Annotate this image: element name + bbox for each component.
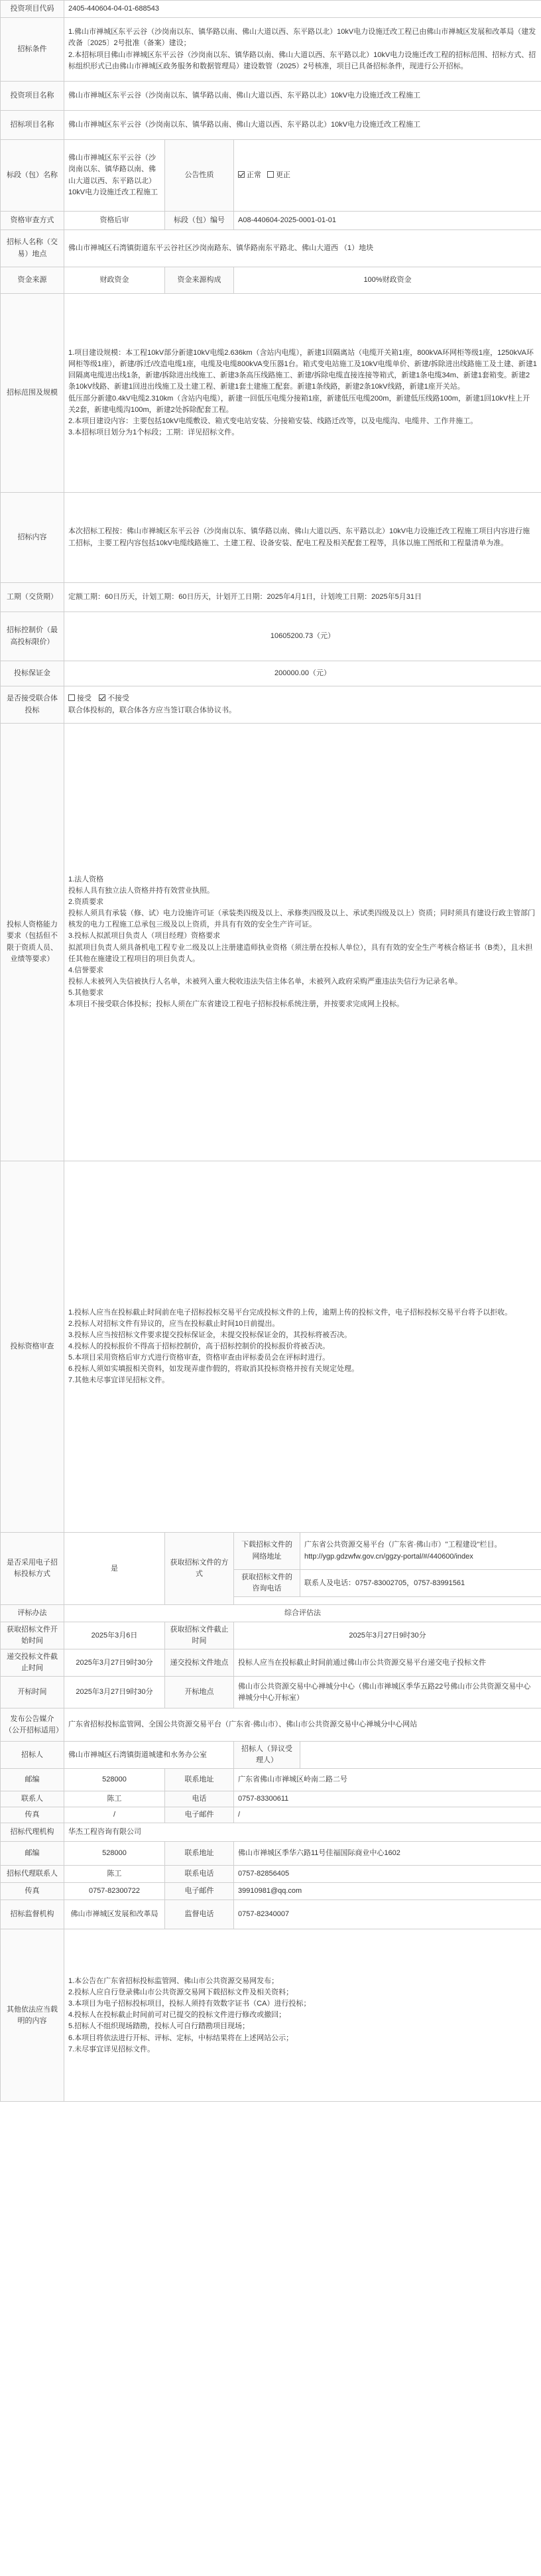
assessment-label: 投标资格审查 [1,1161,64,1533]
funding-ratio-label: 资金来源构成 [165,267,234,294]
project-code-value: 2405-440604-04-01-688543 [64,1,541,18]
agent-label: 招标代理机构 [1,1823,64,1842]
agent-contact-label: 招标代理联系人 [1,1866,64,1883]
checkbox-checked-icon [99,694,105,701]
scope-label: 招标范围及规模 [1,294,64,493]
owner-label: 招标人名称（交易）地点 [1,230,64,267]
open-time-value: 2025年3月27日9时30分 [64,1677,165,1708]
qualification-value: 资格后审 [64,212,165,230]
checkbox-normal [238,171,261,179]
tenderer-zip-value: 528000 [64,1769,165,1791]
bid-bond-label: 投标保证金 [1,661,64,686]
tenderer-address-value: 广东省佛山市禅城区岭南二路二号 [234,1769,541,1791]
consortium-note: 联合体投标的，联合体各方应当签订联合体协议书。 [68,706,236,714]
agent-zip-value: 528000 [64,1842,165,1866]
tenderer-address-label: 联系地址 [165,1769,234,1791]
media-value: 广东省招标投标监管网、全国公共资源交易平台（广东省·佛山市）、佛山市公共资源交易中心禅城分中心网站 [64,1708,541,1742]
get-start-label: 获取招标文件开始时间 [1,1622,64,1649]
row-supervisor [1,1900,541,1929]
other-label: 其他依法应当载明的内容 [1,1929,64,2102]
project-code-label: 投资项目代码 [1,1,64,18]
requirements-value: 1.法人资格 投标人具有独立法人资格并持有效营业执照。 2.资质要求 投标人须具有承装（修、试）电力设施许可证（承装类四级及以上、承修类四级及以上、承试类四级及以上）资质；同时须具有建设行政主管部门核发的电力工程施工总承包三级及以上资质，并具有有效的安全生产许可证。 3.投标人拟派项目负责人（项目经理）资格要求 拟派项目负责人须具备机电工程专业二级及以上注册建造师执业资格（须注册在投标人单位），具有有效的安全生产考核合格证书（B类），且未担任其他在施建设工程项目的项目负责人。 4.信誉要求 投标人未被列入失信被执行人名单，未被列入重大税收违法失信主体名单，未被列入政府采购严重违法失信行为记录名单。 5.其他要求 本项目不接受联合体投标；投标人须在广东省建设工程电子招标投标系统注册，并按要求完成网上投标。 [64,724,541,1161]
project-name-value: 佛山市禅城区东平云谷（沙岗南以东、镇华路以南、佛山大道以西、东平路以北）10kV电力设施迁改工程施工 [64,82,541,111]
checkbox-correction [267,171,290,179]
open-time-label: 开标时间 [1,1677,64,1708]
row-period [1,583,541,612]
section-label: 标段（包）名称 [1,140,64,212]
supervisor-label: 招标监督机构 [1,1900,64,1929]
tenderer-contact-label: 联系人 [1,1791,64,1807]
funding-value: 财政资金 [64,267,165,294]
download-url-label: 下载招标文件的网络地址 [234,1533,300,1570]
assessment-value: 1.投标人应当在投标截止时间前在电子招标投标交易平台完成投标文件的上传，逾期上传的投标文件，电子招标投标交易平台将予以拒收。 2.投标人对招标文件有异议的，应当在投标截止时间10日前提出。 3.投标人应当按招标文件要求提交投标保证金，未提交投标保证金的，其投标将被否决。 4.投标人的投标报价不得高于招标控制价，高于招标控制价的投标报价将被否决。 5.本项目采用资格后审方式进行资格审查，资格审查由评标委员会在评标时进行。 6.投标人须如实填报相关资料，如发现弄虚作假的，将取消其投标资格并按有关规定处理。 7.其他未尽事宜详见招标文件。 [64,1161,541,1533]
get-method-label: 获取招标文件的方式 [165,1533,234,1605]
tenderer-label: 招标人 [1,1742,64,1769]
row-section [1,140,541,212]
open-place-label: 开标地点 [165,1677,234,1708]
agent-phone-value: 0757-82856405 [234,1866,541,1883]
tender-name-value: 佛山市禅城区东平云谷（沙岗南以东、镇华路以南、佛山大道以西、东平路以北）10kV电力设施迁改工程施工 [64,111,541,140]
tenderer-fax-label: 传真 [1,1807,64,1823]
tenderer-phone-value: 0757-83300611 [234,1791,541,1807]
public-nature-label: 公告性质 [165,140,234,212]
get-end-label: 获取招标文件截止时间 [165,1622,234,1649]
tenderer-email-value: / [234,1807,541,1823]
row-max-price [1,612,541,661]
agent-value: 华杰工程咨询有限公司 [64,1823,541,1842]
requirements-label: 投标人资格能力要求（包括但不限于资质人员、业绩等要求） [1,724,64,1161]
checkbox-checked-icon [238,171,245,178]
row-project-name [1,82,541,111]
row-agency-unit [1,1742,541,1769]
open-place-value: 佛山市公共资源交易中心禅城分中心（佛山市禅城区季华五路22号佛山市公共资源交易中心禅城分中心开标室） [234,1677,541,1708]
agent-zip-label: 邮编 [1,1842,64,1866]
option-normal-label: 正常 [247,170,261,179]
row-agency-zip [1,1769,541,1791]
checkbox-empty-icon [267,171,274,178]
tenderer-contact-value: 陈工 [64,1791,165,1807]
row-scope [1,294,541,493]
agent-address-label: 联系地址 [165,1842,234,1866]
objection-receiver-value [300,1742,541,1769]
eval-method-label: 评标办法 [1,1605,64,1622]
row-agent-person [1,1866,541,1883]
tenderer-value: 佛山市禅城区石湾镇街道城建和水务办公室 [64,1742,234,1769]
row-agent [1,1823,541,1842]
eval-method-value: 综合评估法 [64,1605,541,1622]
row-assessment [1,1161,541,1533]
submit-place-value: 投标人应当在投标截止时间前通过佛山市公共资源交易平台递交电子投标文件 [234,1649,541,1677]
row-owner [1,230,541,267]
other-value: 1.本公告在广东省招标投标监管网、佛山市公共资源交易网发布； 2.投标人应自行登录佛山市公共资源交易网下载招标文件及相关资料； 3.本项目为电子招标投标项目，投标人须持有效数字证书（CA）进行投标； 4.投标人在投标截止时间前可对已提交的投标文件进行修改或撤回； 5.招标人不组织现场踏勘，投标人可自行踏勘项目现场； 6.本项目将依法进行开标、评标、定标，中标结果将在上述网站公示； 7.未尽事宜详见招标文件。 [64,1929,541,2102]
place-label: 招标内容 [1,493,64,583]
agent-fax-label: 传真 [1,1883,64,1900]
project-name-label: 投资项目名称 [1,82,64,111]
place-value: 本次招标工程按：佛山市禅城区东平云谷（沙岗南以东、镇华路以南、佛山大道以西、东平路以北）10kV电力设施迁改工程施工项目内容进行施工招标，主要工程内容包括10kV电缆线路施工、土建工程、设备安装、配电工程及相关配套工程等，具体以施工图纸和工程量清单为准。 [64,493,541,583]
agent-phone-label: 联系电话 [165,1866,234,1883]
checkbox-accept [68,694,91,702]
submit-place-label: 递交投标文件地点 [165,1649,234,1677]
section-code-value: A08-440604-2025-0001-01-01 [234,212,541,230]
row-bid-bond [1,661,541,686]
get-end-value: 2025年3月27日9时30分 [234,1622,541,1649]
row-agent-tel [1,1883,541,1900]
tender-name-label: 招标项目名称 [1,111,64,140]
consortium-value [64,686,541,724]
agent-email-label: 电子邮件 [165,1883,234,1900]
row-place [1,493,541,583]
e-bid-spacer-cell [234,1597,541,1605]
public-nature-options [234,140,541,212]
row-funding [1,267,541,294]
row-other [1,1929,541,2102]
consult-phone-label: 获取招标文件的咨询电话 [234,1570,300,1597]
agent-contact-value: 陈工 [64,1866,165,1883]
row-media [1,1708,541,1742]
scope-value: 1.项目建设规模：本工程10kV部分新建10kV电缆2.636km（含站内电缆），新建1回隔离站（电缆开关箱1座，800kVA环网柜等级1座，1250kVA环网柜等级1座），新建/拆迁/改造电缆1座，电缆及电缆800kVA变压器1台。箱式变电站施工及10kV电缆单价、新建/拆除进出线路施工及土建、新建1回隔离电缆进出线1条，新建/拆除进出线施工、新建3条高压线路施工、新建/拆除电缆直接连接等箱式，新建1条电缆34m、新建1套箱变。新建2条10kV线路、新建1回进出线施工及土建工程、新建1套土建施工配套。新建1条线路，新建2条10kV线路，新建1座开关站。 低压部分新建0.4kV电缆2.310km（含站内电缆），新建一回低压电缆分接箱1座，新建低压电缆200m，新建低压线路100m，新建1回10kV柱上开关2套，新建电缆沟100m，新建2处拆除配套工程。 2.本项目建设内容：主要包括10kV电缆敷设、箱式变电站安装、分接箱安装、线路迁改等，以及电缆沟、电缆井、工作井施工。 3.本招标项目划分为1个标段；工期：详见招标文件。 [64,294,541,493]
row-requirements [1,724,541,1161]
max-price-value: 10605200.73（元） [64,612,541,661]
checkbox-not-accept [99,694,129,702]
max-price-label: 招标控制价（最高投标限价） [1,612,64,661]
period-label: 工期（交货期） [1,583,64,612]
row-conditions [1,18,541,82]
agent-address-value: 佛山市禅城区季华六路11号佳福国际商业中心1602 [234,1842,541,1866]
row-get-time [1,1622,541,1649]
deadline-label: 递交投标文件截止时间 [1,1649,64,1677]
media-label: 发布公告媒介（公开招标适用） [1,1708,64,1742]
tenderer-fax-value: / [64,1807,165,1823]
row-agency-fax [1,1807,541,1823]
supervisor-phone-value: 0757-82340007 [234,1900,541,1929]
row-qualification [1,212,541,230]
bid-bond-value: 200000.00（元） [64,661,541,686]
consortium-label: 是否接受联合体投标 [1,686,64,724]
option-not-accept-label: 不接受 [107,694,130,703]
option-accept-label: 接受 [77,694,91,703]
qualification-label: 资格审查方式 [1,212,64,230]
row-deadline [1,1649,541,1677]
supervisor-value: 佛山市禅城区发展和改革局 [64,1900,165,1929]
period-value: 定额工期：60日历天，计划工期：60日历天，计划开工日期：2025年4月1日，计划竣工日期：2025年5月31日 [64,583,541,612]
row-e-bid-url [1,1533,541,1570]
conditions-label: 招标条件 [1,18,64,82]
consult-phone-value: 联系人及电话：0757-83002705，0757-83991561 [300,1570,541,1597]
checkbox-empty-icon [68,694,75,701]
owner-value: 佛山市禅城区石湾镇街道东平云谷社区沙岗南路东、镇华路南东平路北、佛山大道西 （1）地块 [64,230,541,267]
section-code-label: 标段（包）编号 [165,212,234,230]
get-start-value: 2025年3月6日 [64,1622,165,1649]
option-correction-label: 更正 [276,170,291,179]
tenderer-email-label: 电子邮件 [165,1807,234,1823]
row-tender-name [1,111,541,140]
deadline-value: 2025年3月27日9时30分 [64,1649,165,1677]
row-eval-method [1,1605,541,1622]
download-url-value: 广东省公共资源交易平台（广东省·佛山市）"工程建设"栏目。 http://ygp.gdzwfw.gov.cn/ggzy-portal/#/440600/index [300,1533,541,1570]
row-project-code [1,1,541,18]
agent-email-value: 39910981@qq.com [234,1883,541,1900]
funding-label: 资金来源 [1,267,64,294]
conditions-value: 1.佛山市禅城区东平云谷（沙岗南以东、镇华路以南、佛山大道以西、东平路以北）10kV电力设施迁改工程已由佛山市禅城区发展和改革局（建发改备〔2025〕2号批准（备案）建设； 2.本招标项目佛山市禅城区东平云谷（沙岗南以东、镇华路以南、佛山大道以西、东平路以北）10kV电力设施迁改工程的招标范围、招标方式、招标组织形式已由佛山市禅城区政务服务和数据管理局）建设数管（2025）2号核准，项目已具备招标条件，现进行公开招标。 [64,18,541,82]
supervisor-phone-label: 监督电话 [165,1900,234,1929]
row-agent-zip [1,1842,541,1866]
agent-fax-value: 0757-82300722 [64,1883,165,1900]
tenderer-phone-label: 电话 [165,1791,234,1807]
tenderer-zip-label: 邮编 [1,1769,64,1791]
funding-ratio-value: 100%财政资金 [234,267,541,294]
e-bid-value: 是 [64,1533,165,1605]
row-consortium [1,686,541,724]
section-value: 佛山市禅城区东平云谷（沙岗南以东、镇华路以南、佛山大道以西、东平路以北）10kV电力设施迁改工程施工 [64,140,165,212]
e-bid-label: 是否采用电子招标投标方式 [1,1533,64,1605]
objection-receiver-label: 招标人（异议受理人） [234,1742,300,1769]
row-open-time [1,1677,541,1708]
row-agency-contact [1,1791,541,1807]
